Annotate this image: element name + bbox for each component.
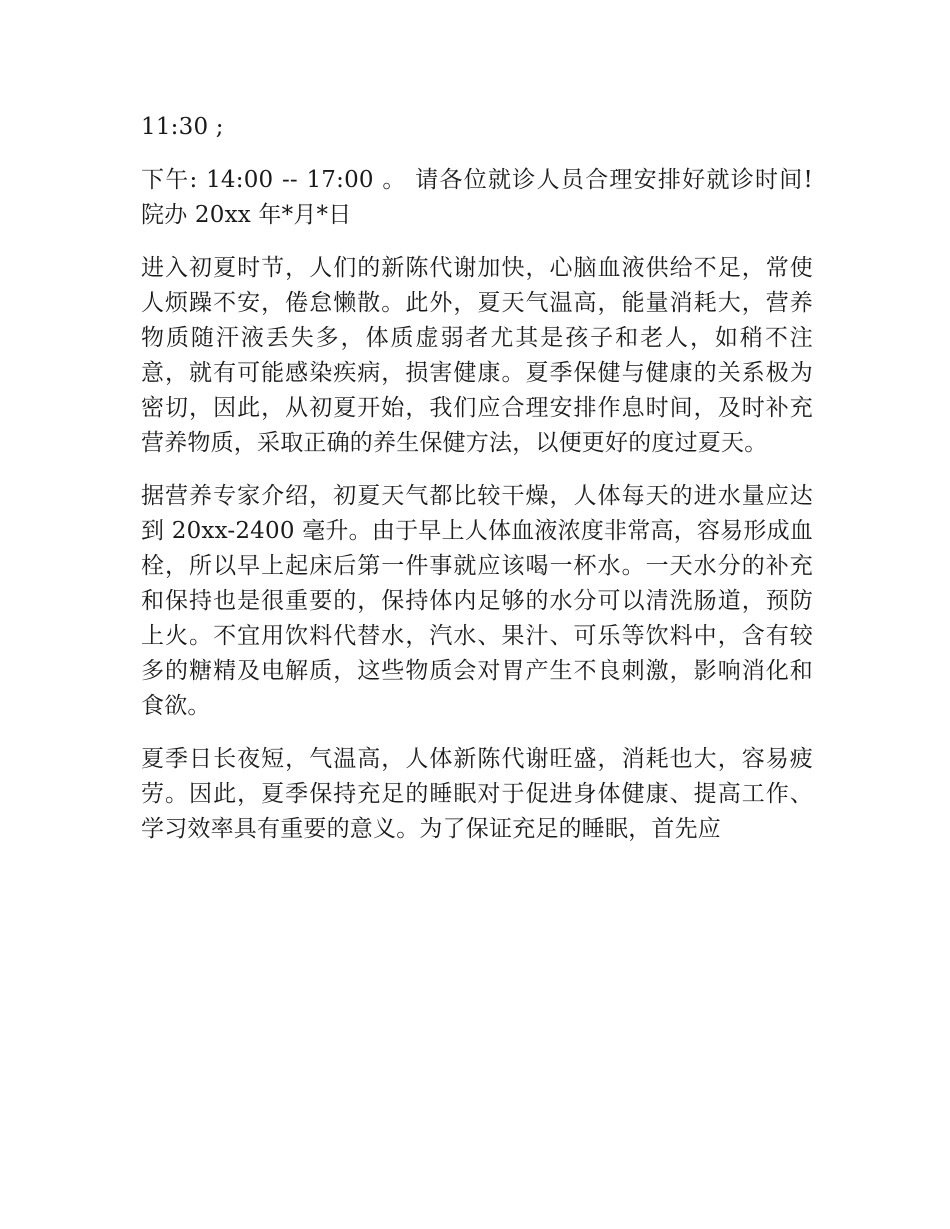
paragraph-afternoon-notice: 下午: 14:00 -- 17:00 。 请各位就诊人员合理安排好就诊时间! 院办 20xx 年*月*日	[141, 167, 813, 228]
document-page	[141, 110, 813, 865]
paragraph-summer-sleep: 夏季日长夜短，气温高，人体新陈代谢旺盛，消耗也大，容易疲劳。因此，夏季保持充足的睡眠对于促进身体健康、提高工作、学习效率具有重要的意义。为了保证充足的睡眠，首先应	[141, 746, 813, 842]
paragraph-early-summer-health: 进入初夏时节，人们的新陈代谢加快，心脑血液供给不足，常使人烦躁不安，倦怠懒散。此外，夏天气温高，能量消耗大，营养物质随汗液丢失多，体质虚弱者尤其是孩子和老人，如稍不注意，就有可能感染疾病，损害健康。夏季保健与健康的关系极为密切，因此，从初夏开始，我们应合理安排作息时间，及时补充营养物质，采取正确的养生保健方法，以便更好的度过夏天。	[141, 255, 813, 456]
paragraph-water-intake: 据营养专家介绍，初夏天气都比较干燥，人体每天的进水量应达到 20xx-2400 毫升。由于早上人体血液浓度非常高，容易形成血栓，所以早上起床后第一件事就应该喝一杯水。一天水分的补充和保持也是很重要的，保持体内足够的水分可以清洗肠道，预防上火。不宜用饮料代替水，汽水、果汁、可乐等饮料中，含有较多的糖精及电解质，这些物质会对胃产生不良刺激，影响消化和食欲。	[141, 483, 813, 719]
paragraph-time-morning-end: 11:30 ;	[141, 114, 224, 140]
